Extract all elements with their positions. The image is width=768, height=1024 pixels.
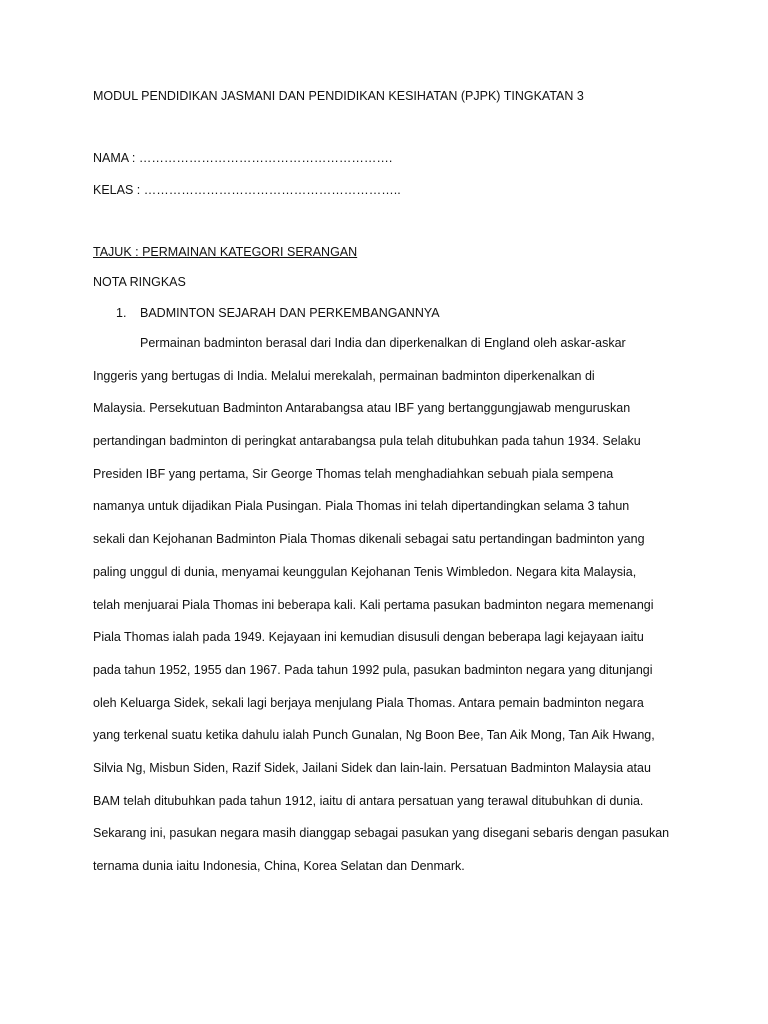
paragraph-line: BAM telah ditubuhkan pada tahun 1912, iaitu di antara persatuan yang terawal ditubuhkan di dunia.	[93, 793, 644, 808]
document-title: MODUL PENDIDIKAN JASMANI DAN PENDIDIKAN KESIHATAN (PJPK) TINGKATAN 3	[93, 89, 584, 103]
paragraph-line: pertandingan badminton di peringkat antarabangsa pula telah ditubuhkan pada tahun 1934. Selaku	[93, 434, 641, 449]
section-number: 1.	[116, 306, 127, 320]
kelas-field-line: KELAS : ……………………………………………………..	[93, 183, 401, 197]
paragraph-line: ternama dunia iaitu Indonesia, China, Korea Selatan dan Denmark.	[93, 859, 465, 873]
paragraph-line: Silvia Ng, Misbun Siden, Razif Sidek, Jailani Sidek dan lain-lain. Persatuan Badminton Malaysia atau	[93, 760, 651, 775]
paragraph-line: sekali dan Kejohanan Badminton Piala Thomas dikenali sebagai satu pertandingan badminton yang	[93, 532, 645, 547]
paragraph-line: Presiden IBF yang pertama, Sir George Thomas telah menghadiahkan sebuah piala sempena	[93, 466, 614, 481]
paragraph-line: pada tahun 1952, 1955 dan 1967. Pada tahun 1992 pula, pasukan badminton negara yang ditunjangi	[93, 662, 653, 677]
paragraph-line: oleh Keluarga Sidek, sekali lagi berjaya menjulang Piala Thomas. Antara pemain badminton negara	[93, 695, 644, 710]
topic-heading: TAJUK : PERMAINAN KATEGORI SERANGAN	[93, 245, 358, 259]
paragraph-line: Piala Thomas ialah pada 1949. Kejayaan ini kemudian disusuli dengan beberapa lagi kejayaan iaitu	[93, 630, 644, 645]
paragraph-line: Permainan badminton berasal dari India dan diperkenalkan di England oleh askar-askar	[140, 336, 626, 350]
paragraph-line: yang terkenal suatu ketika dahulu ialah Punch Gunalan, Ng Boon Bee, Tan Aik Mong, Tan Aik Hwang,	[93, 728, 655, 743]
section-title: BADMINTON SEJARAH DAN PERKEMBANGANNYA	[140, 306, 440, 320]
section-heading	[116, 305, 440, 321]
paragraph-line: Malaysia. Persekutuan Badminton Antarabangsa atau IBF yang bertanggungjawab menguruskan	[93, 401, 631, 416]
paragraph-line: Sekarang ini, pasukan negara masih dianggap sebagai pasukan yang disegani sebaris dengan pasukan	[93, 826, 670, 841]
paragraph-line: namanya untuk dijadikan Piala Pusingan. Piala Thomas ini telah dipertandingkan selama 3 tahun	[93, 499, 630, 514]
nama-field-line: NAMA : …………………………………………………….	[93, 151, 393, 165]
paragraph-line: paling unggul di dunia, menyamai keunggulan Kejohanan Tenis Wimbledon. Negara kita Malaysia,	[93, 564, 637, 579]
paragraph-line: Inggeris yang bertugas di India. Melalui merekalah, permainan badminton diperkenalkan di	[93, 368, 595, 383]
paragraph-line: telah menjuarai Piala Thomas ini beberapa kali. Kali pertama pasukan badminton negara memenangi	[93, 597, 654, 612]
body-paragraph	[93, 335, 683, 891]
notes-heading: NOTA RINGKAS	[93, 275, 186, 289]
